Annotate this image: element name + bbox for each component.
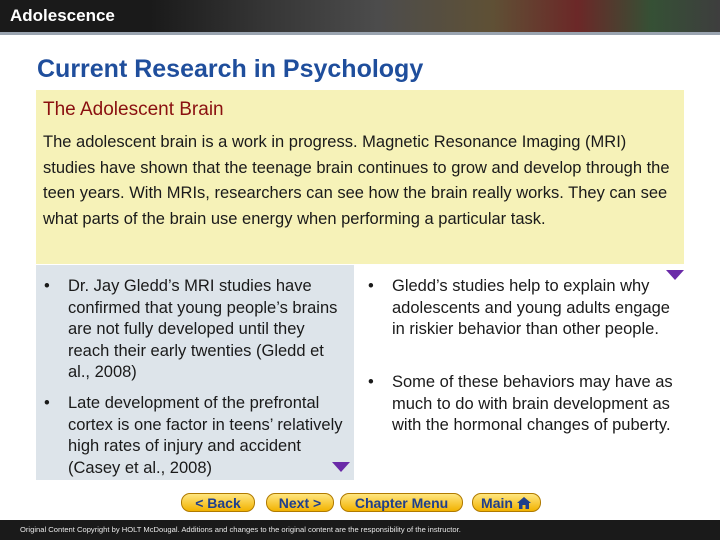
chapter-menu-button[interactable]: Chapter Menu: [340, 493, 463, 512]
bullet-dot: •: [368, 277, 374, 295]
intro-box: [36, 90, 684, 264]
header-divider: [0, 32, 720, 35]
right-bullet-2: [368, 372, 674, 437]
header-decoration-image: [150, 0, 720, 32]
bullet-dot: •: [368, 373, 374, 391]
footer-bar: [0, 520, 720, 540]
main-button[interactable]: [472, 493, 541, 512]
main-button-label: Main: [481, 495, 513, 511]
bullet-dot: •: [44, 394, 50, 412]
back-button[interactable]: < Back: [181, 493, 255, 512]
right-bullet-1: [368, 276, 674, 341]
left-bullet-2: [44, 393, 344, 479]
home-icon: [516, 496, 532, 510]
triangle-down-icon[interactable]: [332, 462, 350, 472]
triangle-down-icon[interactable]: [666, 270, 684, 280]
bullet-dot: •: [44, 277, 50, 295]
next-button[interactable]: Next >: [266, 493, 334, 512]
bullet-text: Gledd’s studies help to explain why adolescents and young adults engage in riskier behavior than other people.: [392, 277, 670, 338]
slide-heading: Current Research in Psychology: [37, 55, 424, 83]
header-bar: [0, 0, 720, 32]
header-title: Adolescence: [10, 6, 115, 25]
bullet-text: Late development of the prefrontal cortex is one factor in teens’ relatively high rates of injury and accident (Casey et al., 2008): [68, 394, 343, 477]
footer-copyright: Original Content Copyright by HOLT McDougal. Additions and changes to the original content are the responsibility of the instructor.: [20, 525, 461, 534]
intro-paragraph: The adolescent brain is a work in progress. Magnetic Resonance Imaging (MRI) studies have shown that the teenage brain continues to grow and develop through the teen years. With MRIs, researchers can see how the brain really works. They can see what parts of the brain use energy when performing a particular task.: [43, 133, 670, 228]
bullet-text: Dr. Jay Gledd’s MRI studies have confirmed that young people’s brains are not fully developed until they reach their early twenties (Gledd et al., 2008): [68, 277, 338, 381]
slide-subheading: The Adolescent Brain: [43, 99, 224, 120]
bullet-text: Some of these behaviors may have as much to do with brain development as with the hormonal changes of puberty.: [392, 373, 673, 434]
left-bullet-1: [44, 276, 344, 384]
